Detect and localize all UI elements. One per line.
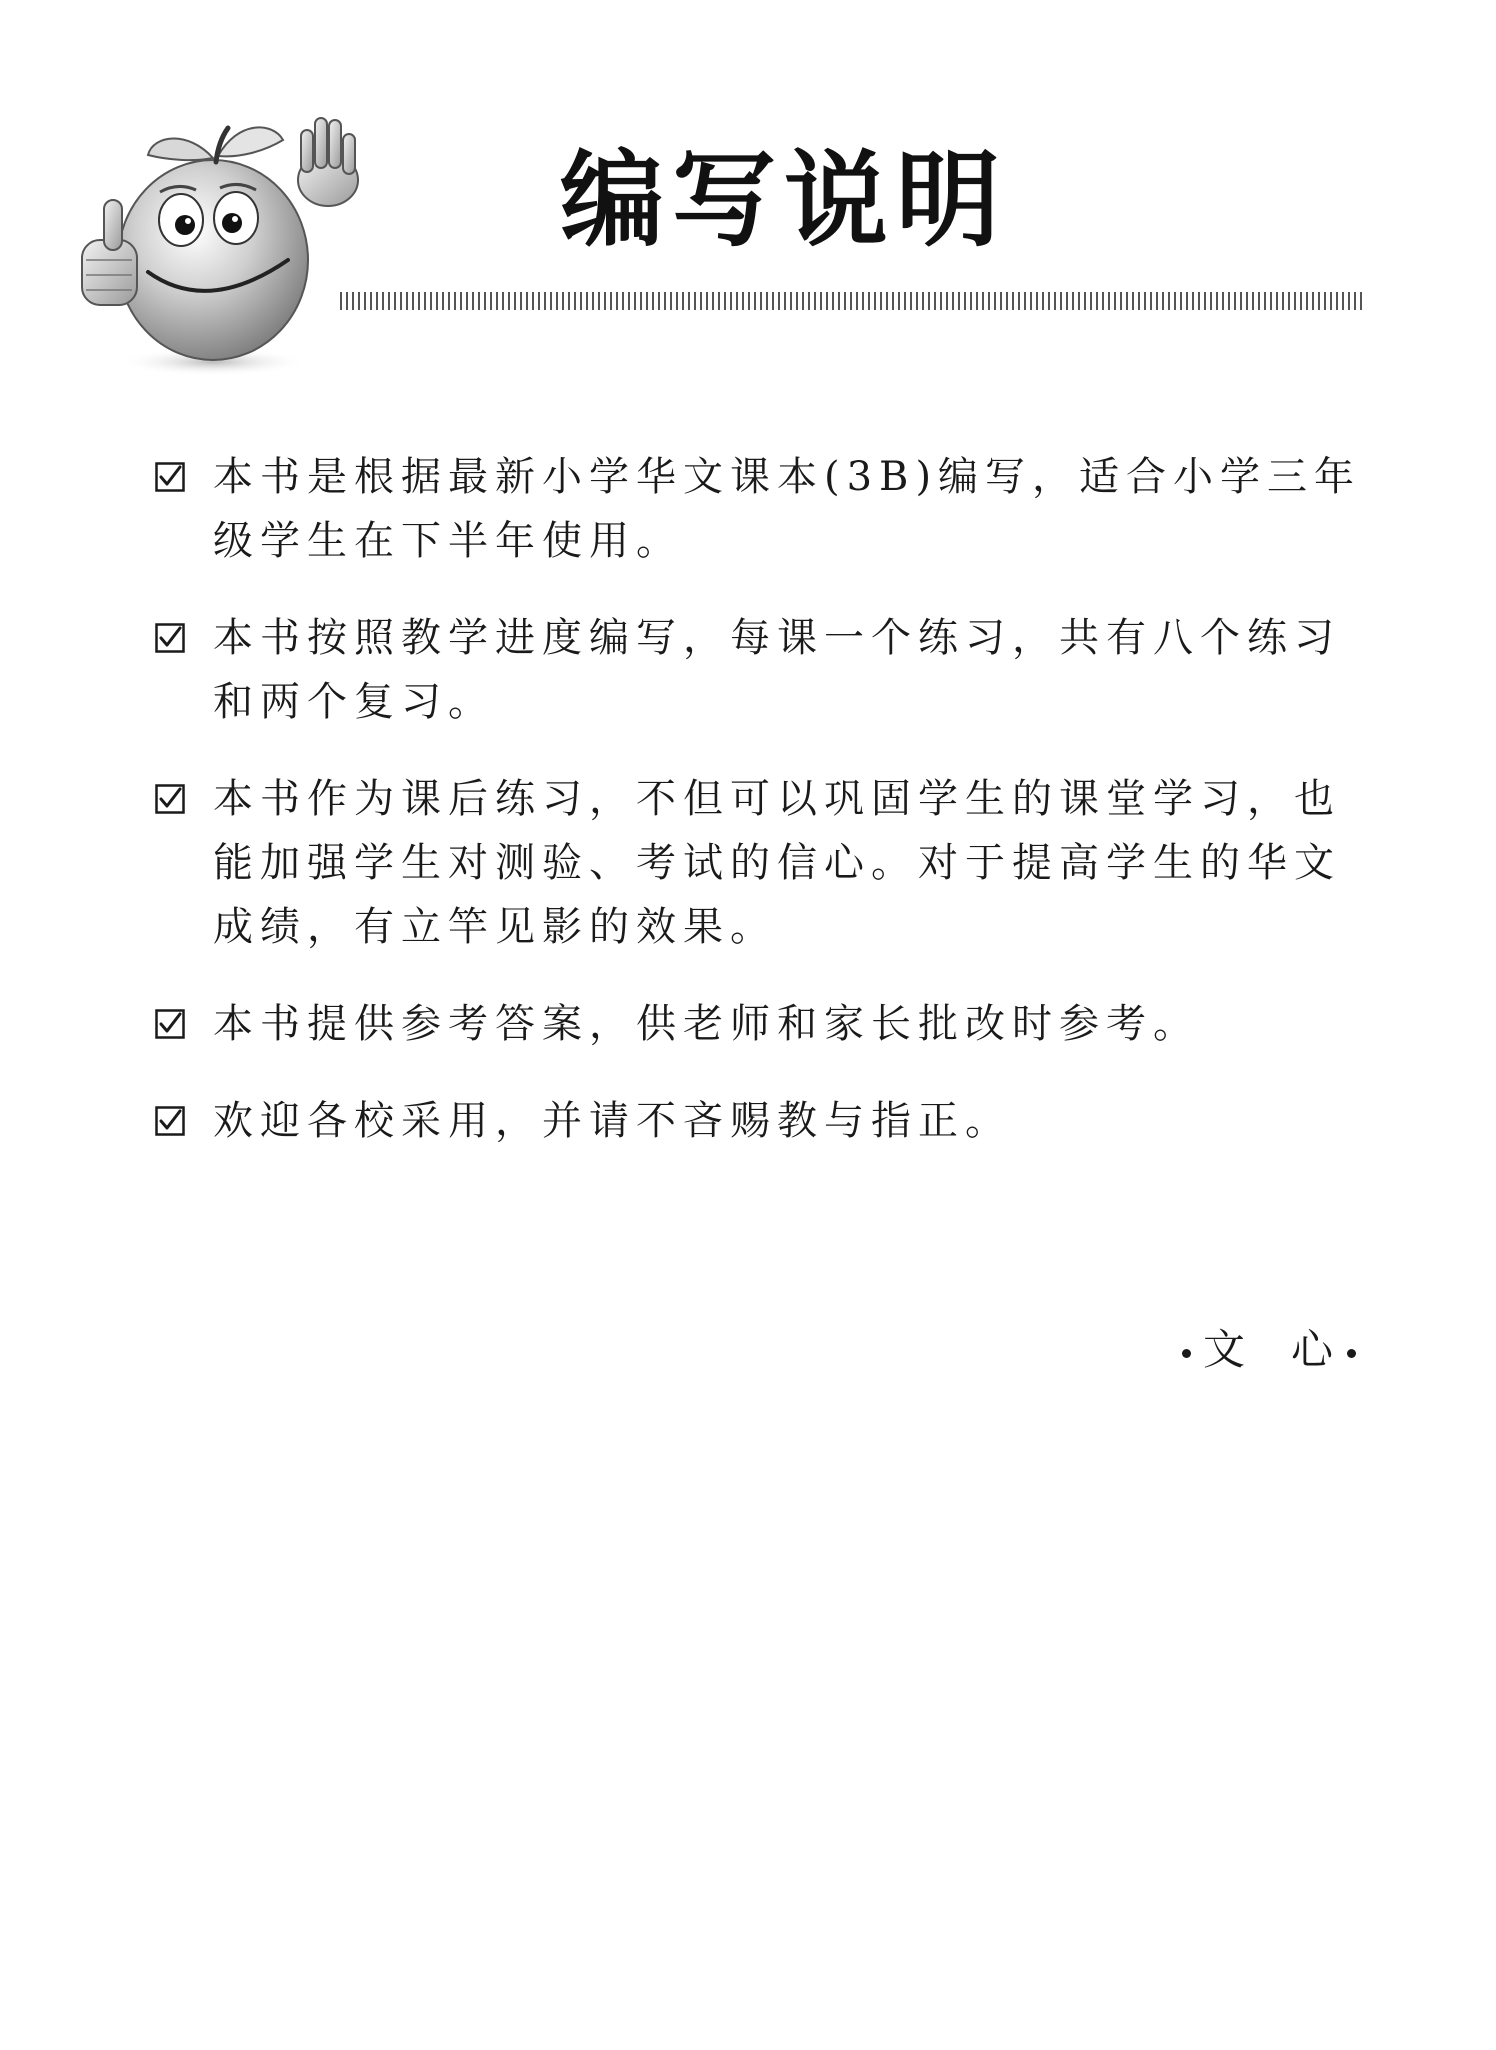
dot-separator <box>1347 1349 1356 1358</box>
checkbox-checked-icon <box>155 623 185 653</box>
checkbox-checked-icon <box>155 784 185 814</box>
list-item-text: 本书是根据最新小学华文课本(3B)编写，适合小学三年级学生在下半年使用。 <box>213 454 1362 564</box>
list-item <box>155 767 1370 959</box>
title-divider <box>340 292 1362 310</box>
list-item-text: 本书提供参考答案，供老师和家长批改时参考。 <box>213 1001 1200 1047</box>
apple-mascot-icon <box>78 100 378 380</box>
list-item <box>155 1089 1370 1153</box>
list-item <box>155 606 1370 734</box>
list-item <box>155 992 1370 1056</box>
author-signature <box>1170 1320 1368 1380</box>
dot-separator <box>1182 1349 1191 1358</box>
page-title: 编写说明 <box>560 139 1009 261</box>
checkbox-checked-icon <box>155 1106 185 1136</box>
list-item-text: 本书按照教学进度编写，每课一个练习，共有八个练习和两个复习。 <box>213 615 1341 725</box>
list-item-text: 欢迎各校采用，并请不吝赐教与指正。 <box>213 1098 1012 1144</box>
instruction-list <box>155 445 1370 1186</box>
checkbox-checked-icon <box>155 462 185 492</box>
list-item <box>155 445 1370 573</box>
list-item-text: 本书作为课后练习，不但可以巩固学生的课堂学习，也能加强学生对测验、考试的信心。对于提高学生的华文成绩，有立竿见影的效果。 <box>213 776 1341 950</box>
signature-text: 文 心 <box>1203 1325 1336 1374</box>
checkbox-checked-icon <box>155 1009 185 1039</box>
